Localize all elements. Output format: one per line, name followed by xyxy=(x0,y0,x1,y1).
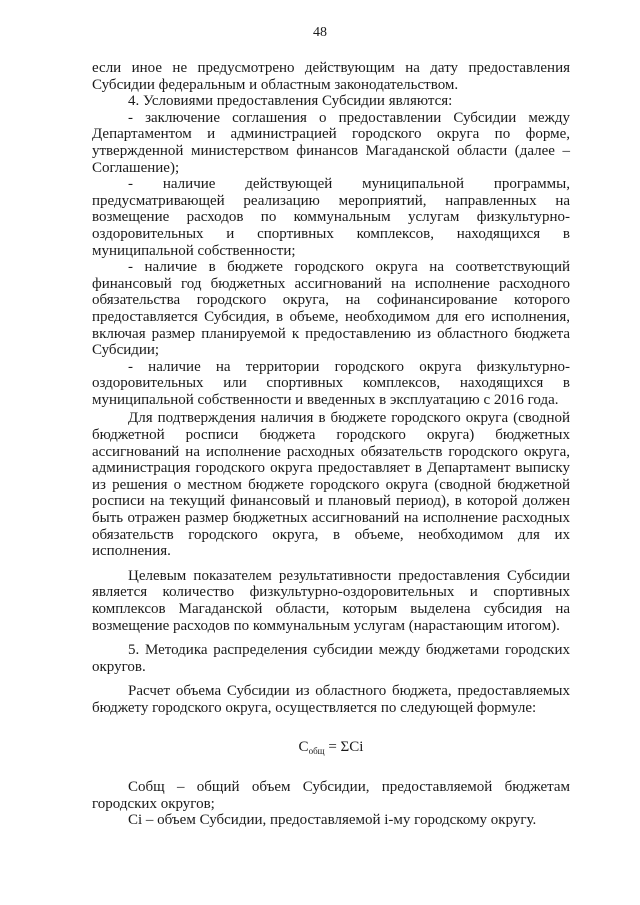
paragraph-total-definition: Cобщ – общий объем Субсидии, предоставляемой бюджетам городских округов; xyxy=(92,779,570,812)
page-number: 48 xyxy=(313,25,327,40)
subsidy-formula xyxy=(92,739,570,760)
formula-subscript: общ xyxy=(308,745,325,756)
formula-rhs: = ΣCi xyxy=(328,738,364,755)
paragraph-budget-confirmation: Для подтверждения наличия в бюджете городского округа (сводной бюджетной росписи бюджета городского округа) бюджетных ассигнований на исполнение расходных обязательств городского округа, администрация городского округа предоставляет в Департамент выписку из решения о местном бюджете городского округа (сводной бюджетной росписи на текущий финансовый и плановый период), в которой должен быть отражен размер бюджетных ассигнований на исполнение расходных обязательств городского округа, в объеме, необходимом для их исполнения. xyxy=(92,410,570,560)
paragraph-conditions-heading: 4. Условиями предоставления Субсидии являются: xyxy=(128,93,453,110)
paragraph-condition-agreement: - заключение соглашения о предоставлении Субсидии между Департаментом и администрацией городского округа по форме, утвержденной министерством финансов Магаданской области (далее – Соглашение); xyxy=(92,109,570,176)
paragraph-continuation: если иное не предусмотрено действующим на дату предоставления Субсидии федеральным и областным законодательством. xyxy=(92,60,570,93)
paragraph-calculation-intro: Расчет объема Субсидии из областного бюджета, предоставляемых бюджету городского округа, осуществляется по следующей формуле: xyxy=(92,683,570,716)
paragraph-target-indicator: Целевым показателем результативности предоставления Субсидии является количество физкультурно-оздоровительных и спортивных комплексов Магаданской области, которым выделена субсидия на возмещение расходов по коммунальным услугам (нарастающим итогом). xyxy=(92,567,570,634)
paragraph-ci-definition: Ci – объем Субсидии, предоставляемой i-му городскому округу. xyxy=(128,812,537,829)
paragraph-condition-program: - наличие действующей муниципальной программы, предусматривающей реализацию мероприятий, направленных на возмещение расходов по коммунальным услугам физкультурно-оздоровительных и спортивных комплексов, находящихся в муниципальной собственности; xyxy=(92,176,570,259)
formula-lhs: C xyxy=(298,738,309,755)
paragraph-methodology-heading: 5. Методика распределения субсидии между бюджетами городских округов. xyxy=(92,642,570,675)
document-body xyxy=(92,60,570,829)
paragraph-condition-facilities: - наличие на территории городского округа физкультурно-оздоровительных или спортивных комплексов, находящихся в муниципальной собственности и введенных в эксплуатацию с 2016 года. xyxy=(92,358,570,408)
paragraph-condition-budget: - наличие в бюджете городского округа на соответствующий финансовый год бюджетных ассигнований на исполнение расходного обязательства городского округа, на софинансирование которого предоставляется Субсидия, в объеме, необходимом для его исполнения, включая размер планируемой к предоставлению из областного бюджета Субсидии; xyxy=(92,259,570,359)
